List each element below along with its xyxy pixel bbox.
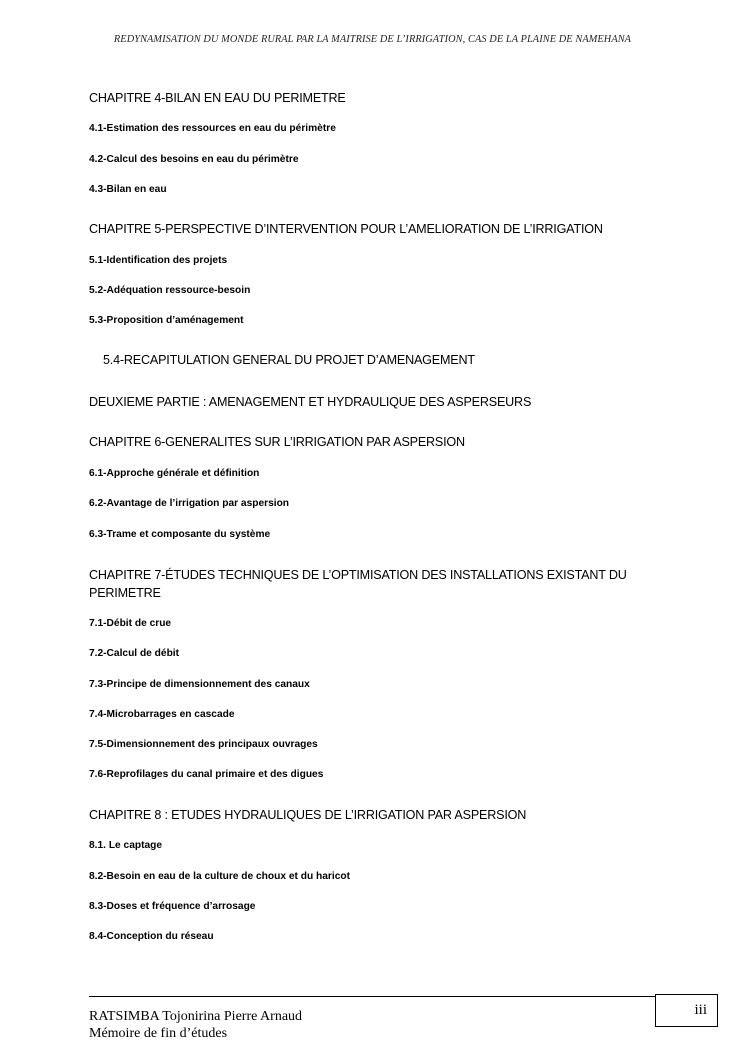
toc-section-5-3[interactable]: 5.3-Proposition d’aménagement (89, 315, 244, 326)
toc-chapter-8[interactable]: CHAPITRE 8 : ETUDES HYDRAULIQUES DE L’IRRIGATION PAR ASPERSION (89, 808, 527, 822)
footer-divider (89, 996, 656, 997)
footer-author: RATSIMBA Tojonirina Pierre Arnaud (89, 1009, 303, 1024)
page-number-box (655, 994, 718, 1027)
toc-section-5-2[interactable]: 5.2-Adéquation ressource-besoin (89, 285, 251, 296)
toc-section-8-1[interactable]: 8.1. Le captage (89, 840, 163, 851)
toc-chapter-5[interactable]: CHAPITRE 5-PERSPECTIVE D’INTERVENTION POUR L’AMELIORATION DE L’IRRIGATION (89, 222, 603, 236)
toc-section-6-1[interactable]: 6.1-Approche générale et définition (89, 468, 260, 479)
toc-section-8-3[interactable]: 8.3-Doses et fréquence d’arrosage (89, 901, 256, 912)
toc-section-6-3[interactable]: 6.3-Trame et composante du système (89, 529, 271, 540)
toc-section-7-3[interactable]: 7.3-Principe de dimensionnement des canaux (89, 679, 310, 690)
toc-section-4-2[interactable]: 4.2-Calcul des besoins en eau du périmètre (89, 154, 299, 165)
toc-section-7-5[interactable]: 7.5-Dimensionnement des principaux ouvrages (89, 739, 318, 750)
toc-section-8-2[interactable]: 8.2-Besoin en eau de la culture de choux et du haricot (89, 871, 350, 882)
footer (89, 1008, 302, 1042)
toc-section-6-2[interactable]: 6.2-Avantage de l’irrigation par aspersion (89, 498, 290, 509)
toc-section-8-4[interactable]: 8.4-Conception du réseau (89, 931, 214, 942)
footer-document-type: Mémoire de fin d’études (89, 1026, 228, 1041)
toc-section-5-1[interactable]: 5.1-Identification des projets (89, 255, 228, 266)
toc-section-7-6[interactable]: 7.6-Reprofilages du canal primaire et des digues (89, 769, 324, 780)
toc-chapter-7[interactable]: CHAPITRE 7-ÉTUDES TECHNIQUES DE L’OPTIMISATION DES INSTALLATIONS EXISTANT DU PERIMETRE (89, 568, 627, 600)
toc-part-2[interactable]: DEUXIEME PARTIE : AMENAGEMENT ET HYDRAULIQUE DES ASPERSEURS (89, 395, 532, 409)
toc-section-4-1[interactable]: 4.1-Estimation des ressources en eau du périmètre (89, 123, 336, 134)
toc-section-4-3[interactable]: 4.3-Bilan en eau (89, 184, 167, 195)
toc-section-7-1[interactable]: 7.1-Débit de crue (89, 618, 172, 629)
toc-chapter-4[interactable]: CHAPITRE 4-BILAN EN EAU DU PERIMETRE (89, 91, 346, 105)
toc-section-7-2[interactable]: 7.2-Calcul de débit (89, 648, 180, 659)
page-number: iii (694, 1002, 707, 1018)
running-header: REDYNAMISATION DU MONDE RURAL PAR LA MAITRISE DE L’IRRIGATION, CAS DE LA PLAINE DE NAMEHANA (113, 34, 632, 45)
toc-section-7-4[interactable]: 7.4-Microbarrages en cascade (89, 709, 235, 720)
toc-chapter-6[interactable]: CHAPITRE 6-GENERALITES SUR L’IRRIGATION PAR ASPERSION (89, 435, 465, 449)
toc-section-5-4[interactable]: 5.4-RECAPITULATION GENERAL DU PROJET D’AMENAGEMENT (103, 353, 475, 367)
